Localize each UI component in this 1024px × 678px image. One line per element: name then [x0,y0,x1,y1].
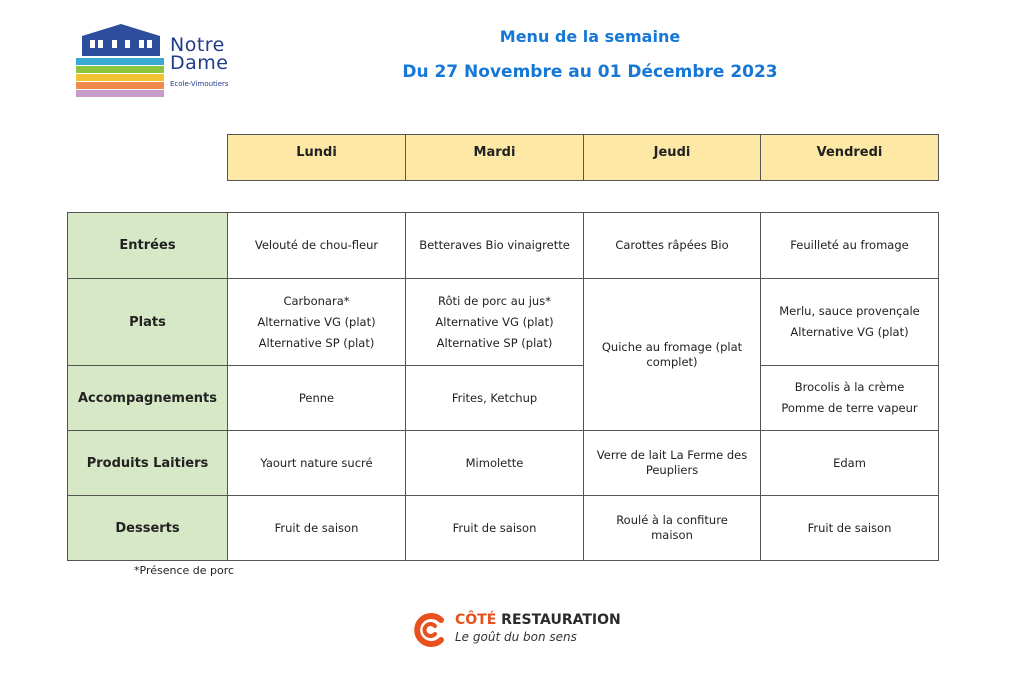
table-row [68,279,939,366]
cell-laitiers-mardi: Mimolette [406,431,584,496]
dish-line: Merlu, sauce provençale [779,304,920,318]
table-row [68,496,939,561]
cote-logo-icon [413,612,449,648]
row-header-plats: Plats [68,279,228,366]
cell-entrees-vendredi: Feuilleté au fromage [761,213,939,279]
brand-tagline: Le goût du bon sens [455,630,577,644]
day-header-lundi: Lundi [228,135,406,181]
day-header-jeudi: Jeudi [584,135,761,181]
logo-subtitle: Ecole-Vimoutiers [170,80,229,88]
row-header-laitiers: Produits Laitiers [68,431,228,496]
dish-line: Peupliers [645,463,699,477]
cell-entrees-jeudi: Carottes râpées Bio [584,213,761,279]
page-title: Menu de la semaine [499,27,681,46]
dish-line: Alternative SP (plat) [258,335,375,350]
dish-line: Roulé à la confiture [616,513,728,527]
logo-word-1: Notre [170,34,225,56]
page-subtitle: Du 27 Novembre au 01 Décembre 2023 [402,62,778,82]
dish-line: Alternative SP (plat) [436,335,553,350]
cell-entrees-lundi: Velouté de chou-fleur [228,213,406,279]
cell-plats-vendredi [761,279,939,366]
cell-desserts-lundi: Fruit de saison [228,496,406,561]
brand-name [455,612,621,628]
row-header-entrees: Entrées [68,213,228,279]
cote-restauration-logo [413,610,673,650]
row-header-accompagnements: Accompagnements [68,366,228,431]
dish-line: Alternative VG (plat) [790,325,909,339]
day-header-mardi: Mardi [406,135,584,181]
cell-accompagnements-mardi: Frites, Ketchup [406,366,584,431]
dish-line: Quiche au fromage (plat [601,339,743,354]
brand-accent-text: CÔTÉ [455,612,497,628]
cell-desserts-mardi: Fruit de saison [406,496,584,561]
table-row [68,366,939,431]
row-header-desserts: Desserts [68,496,228,561]
cell-laitiers-lundi: Yaourt nature sucré [228,431,406,496]
cell-desserts-jeudi [584,496,761,561]
dish-line: Rôti de porc au jus* [438,293,551,308]
logo-word-2: Dame [170,52,229,74]
dish-line: Alternative VG (plat) [257,314,376,329]
dish-line: Carbonara* [283,293,350,308]
footnote: *Présence de porc [134,564,235,577]
day-header-vendredi: Vendredi [761,135,939,181]
table-row [68,213,939,279]
cell-plats-mardi [406,279,584,366]
menu-table [67,212,939,561]
cell-entrees-mardi: Betteraves Bio vinaigrette [406,213,584,279]
dish-line: maison [651,528,693,542]
cell-accompagnements-vendredi [761,366,939,431]
table-row [68,431,939,496]
cell-laitiers-vendredi: Edam [761,431,939,496]
cell-laitiers-jeudi [584,431,761,496]
day-header-table [227,134,939,181]
dish-line: Verre de lait La Ferme des [596,448,748,462]
dish-line: Brocolis à la crème [794,380,905,394]
cell-plats-lundi [228,279,406,366]
dish-line: Pomme de terre vapeur [781,401,918,415]
cell-plats-jeudi [584,279,761,431]
cell-accompagnements-lundi: Penne [228,366,406,431]
cell-desserts-vendredi: Fruit de saison [761,496,939,561]
dish-line: complet) [646,354,698,369]
dish-line: Alternative VG (plat) [435,314,554,329]
brand-rest-text: RESTAURATION [496,612,621,628]
